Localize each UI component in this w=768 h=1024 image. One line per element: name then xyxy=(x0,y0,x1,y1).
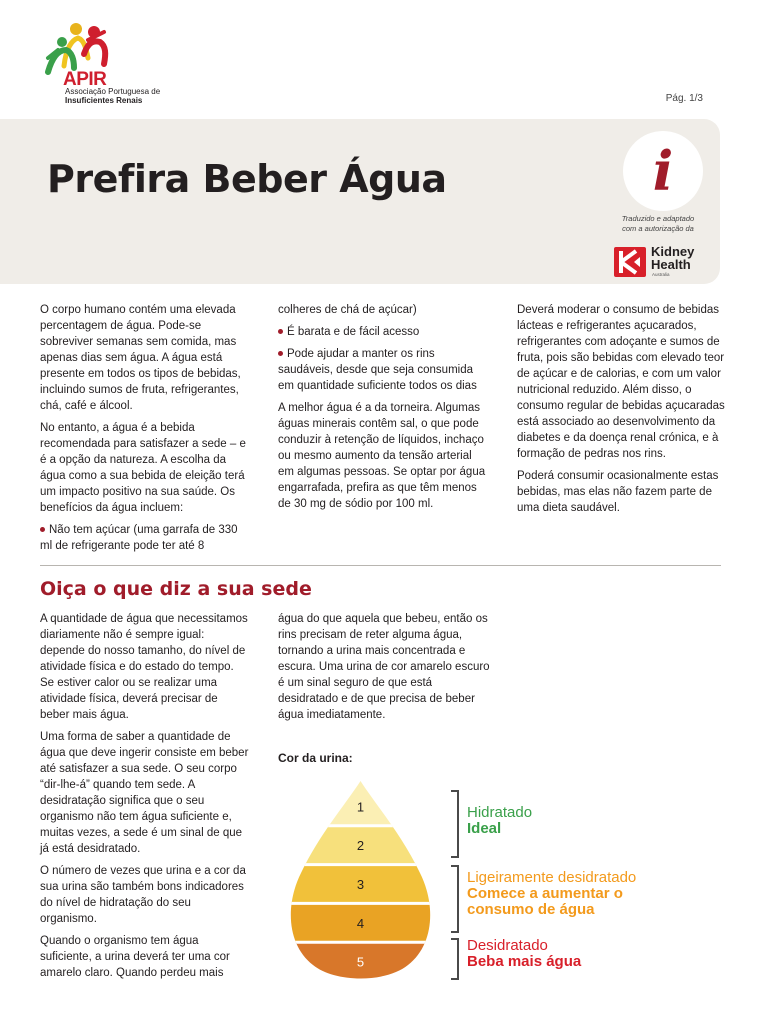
urine-level-label: 2 xyxy=(356,838,365,854)
info-badge xyxy=(623,131,703,211)
section-title: Oiça o que diz a sua sede xyxy=(40,578,312,600)
translation-credit xyxy=(596,214,720,234)
label-dehydrated xyxy=(467,938,581,970)
kidney-health-word-1: Kidney xyxy=(651,244,695,259)
paragraph: O número de vezes que urina e a cor da sua urina são também bons indicadores do nível de hidratação do seu organismo. xyxy=(40,865,246,925)
paragraph: A quantidade de água que necessitamos diariamente não é sempre igual: depende do nosso tamanho, do nível de atividade física e do estado do tempo. Se estiver calor ou se realizar uma atividade física, deverá precisar de beber mais água. xyxy=(40,613,248,721)
body-column-3 xyxy=(517,302,729,522)
bracket-slightly-dehydrated xyxy=(451,865,459,933)
bullet-text: Não tem açúcar (uma garrafa de 330 ml de refrigerante pode ter até 8 xyxy=(40,524,238,552)
kidney-health-country: Australia xyxy=(652,272,670,277)
logo-acronym: APIR xyxy=(63,69,107,90)
paragraph: Deverá moderar o consumo de bebidas lácteas e refrigerantes açucarados, refrigerantes com adoçante e sumos de fruta, pois são bebidas com elevado teor de açúcar e de calorias, e com um valor nutricional reduzido. Além disso, o consumo regular de bebidas açucaradas está associado ao desenvolvimento da diabetes e da doença renal crónica, e à formação de pedras nos rins. xyxy=(517,304,725,460)
paragraph: Poderá consumir ocasionalmente estas bebidas, mas elas não fazem parte de uma dieta saudável. xyxy=(517,470,719,514)
urine-color-drop xyxy=(283,777,438,985)
benefit-bullet xyxy=(278,324,490,340)
logo-org-line-1: Associação Portuguesa de xyxy=(65,87,161,96)
urine-level-label: 1 xyxy=(356,799,365,815)
paragraph: Quando o organismo tem água suficiente, a urina deverá ter uma cor amarelo claro. Quando perdeu mais xyxy=(40,935,230,979)
urine-level-label: 5 xyxy=(356,954,365,970)
section-column-1 xyxy=(40,611,250,987)
section-column-2 xyxy=(278,611,490,729)
paragraph: A melhor água é a da torneira. Algumas águas minerais contêm sal, o que pode conduzir à retenção de líquidos, inchaço ou mesmo aumento da tensão arterial em algumas pessoas. Se optar por água engarrafada, prefira as que têm menos de 30 mg de sódio por 100 ml. xyxy=(278,402,486,510)
bracket-hydrated xyxy=(451,790,459,858)
benefit-bullet xyxy=(40,522,252,554)
paragraph: O corpo humano contém uma elevada percentagem de água. Pode-se sobreviver semanas sem comida, mas apenas dias sem água. A água está presente em todos os tipos de bebidas, incluindo sumos de fruta, refrigerantes, chá, café e álcool. xyxy=(40,304,241,412)
kidney-health-word-2: Health xyxy=(651,257,691,272)
urine-level-label: 3 xyxy=(356,877,365,892)
paragraph: No entanto, a água é a bebida recomendada para satisfazer a sede – e é a opção da natureza. A escolha da água como a sua bebida de eleição terá um impacto positivo na sua saúde. Os benefícios da água incluem: xyxy=(40,422,246,514)
logo-org-line-2: Insuficientes Renais xyxy=(65,96,143,105)
urine-level-label: 4 xyxy=(356,915,365,931)
kidney-health-wordmark xyxy=(651,245,694,271)
apir-logo xyxy=(44,18,161,108)
body-column-2 xyxy=(278,302,490,518)
kidney-health-mark-icon xyxy=(614,247,646,277)
advice-slightly-dehydrated-line-2: consumo de água xyxy=(467,901,595,918)
paragraph: Uma forma de saber a quantidade de água que deve ingerir consiste em beber até satisfazer a sua sede. O seu corpo “dir-lhe-á” quando tem sede. A desidratação significa que o seu organismo não tem água suficiente e, muitas vezes, a sede é um sinal de que já está desidratado. xyxy=(40,731,249,855)
page-number: Pág. 1/3 xyxy=(665,93,703,104)
bracket-dehydrated xyxy=(451,938,459,980)
bullet-text: Pode ajudar a manter os rins saudáveis, desde que seja consumida em quantidade suficiente todos os dias xyxy=(278,348,477,392)
bullet-text: É barata e de fácil acesso xyxy=(287,326,420,338)
status-slightly-dehydrated: Ligeiramente desidratado xyxy=(467,869,637,886)
label-slightly-dehydrated xyxy=(467,870,636,918)
info-icon: i xyxy=(652,139,674,203)
section-divider xyxy=(40,565,721,566)
kidney-health-logo xyxy=(614,244,714,280)
body-column-1 xyxy=(40,302,252,560)
bullet-continuation: colheres de chá de açúcar) xyxy=(278,304,417,316)
advice-dehydrated: Beba mais água xyxy=(467,953,582,970)
label-hydrated xyxy=(467,805,532,837)
urine-chart-title: Cor da urina: xyxy=(278,751,353,765)
status-dehydrated: Desidratado xyxy=(467,937,548,954)
header-band xyxy=(0,119,720,284)
credit-line-1: Traduzido e adaptado xyxy=(621,214,695,223)
status-hydrated: Hidratado xyxy=(467,804,533,821)
page-title: Prefira Beber Água xyxy=(47,157,447,201)
paragraph: água do que aquela que bebeu, então os rins precisam de reter alguma água, tornando a urina mais concentrada e escura. Uma urina de cor amarelo escuro é um sinal seguro de que está desidratado e de que precisa de beber água imediatamente. xyxy=(278,613,490,721)
credit-line-2: com a autorização da xyxy=(622,224,694,233)
advice-hydrated: Ideal xyxy=(467,820,502,837)
benefit-bullet xyxy=(278,346,490,394)
advice-slightly-dehydrated-line-1: Comece a aumentar o xyxy=(467,885,623,902)
